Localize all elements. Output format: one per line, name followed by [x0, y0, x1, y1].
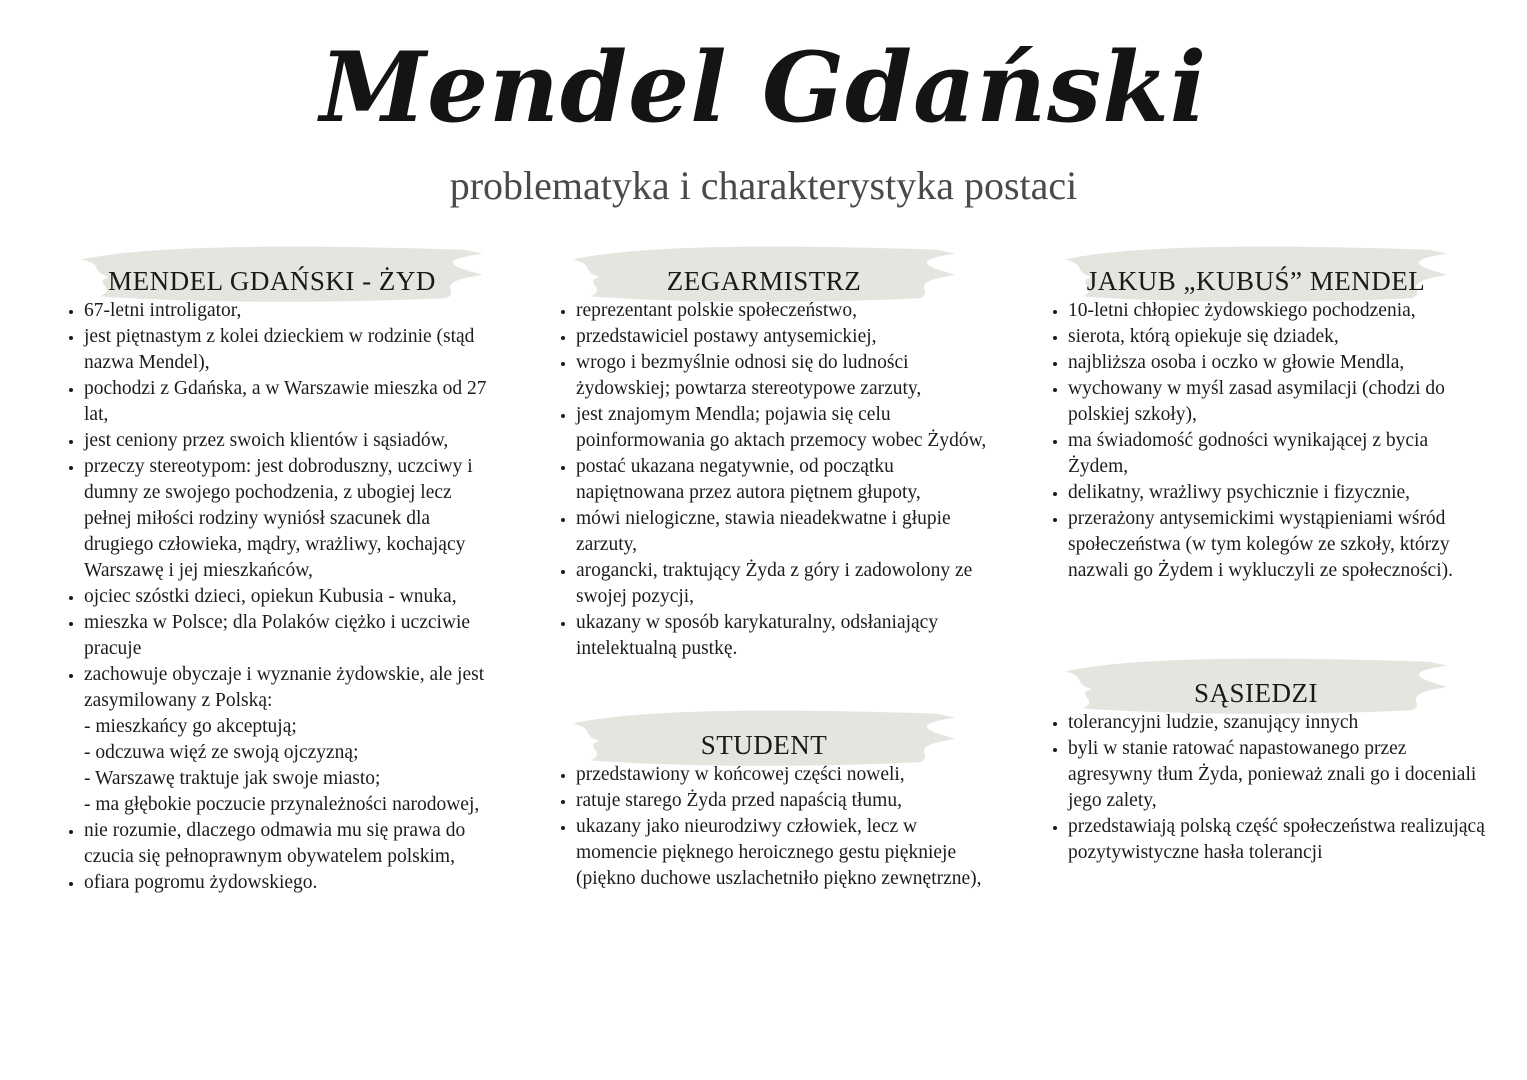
student-list	[544, 762, 994, 892]
zegarmistrz-list	[544, 298, 994, 662]
section-mendel	[52, 240, 502, 896]
jakub-list	[1036, 298, 1486, 584]
list-item: • najbliższa osoba i oczko w głowie Mendla,	[1068, 350, 1486, 376]
subline: - ma głębokie poczucie przynależności narodowej,	[84, 794, 480, 815]
section-jakub	[1036, 240, 1486, 584]
list-item: • arogancki, traktujący Żyda z góry i zadowolony ze swojej pozycji,	[576, 558, 994, 610]
list-item: • byli w stanie ratować napastowanego przez agresywny tłum Żyda, ponieważ znali go i doceniali jego zalety,	[1068, 736, 1486, 814]
list-item: • ukazany jako nieurodziwy człowiek, lecz w momencie pięknego heroicznego gestu pięknieje (piękno duchowe uszlachetniło piękno zewnętrzne),	[576, 814, 994, 892]
subline: - Warszawę traktuje jak swoje miasto;	[84, 768, 381, 789]
section-zegarmistrz	[544, 240, 994, 662]
subline: - mieszkańcy go akceptują;	[84, 716, 297, 737]
list-item: • ofiara pogromu żydowskiego.	[84, 870, 502, 896]
list-item: • tolerancyjni ludzie, szanujący innych	[1068, 710, 1486, 736]
list-item: • 10-letni chłopiec żydowskiego pochodzenia,	[1068, 298, 1486, 324]
list-item: • ratuje starego Żyda przed napaścią tłumu,	[576, 788, 994, 814]
list-item: • przedstawiciel postawy antysemickiej,	[576, 324, 994, 350]
list-item: • nie rozumie, dlaczego odmawia mu się prawa do czucia się pełnoprawnym obywatelem polskim,	[84, 818, 502, 870]
section-sasiedzi	[1036, 652, 1486, 866]
list-item: • przerażony antysemickimi wystąpieniami wśród społeczeństwa (w tym kolegów ze szkoły, którzy nazwali go Żydem i wykluczyli ze społeczności).	[1068, 506, 1486, 584]
list-item: • postać ukazana negatywnie, od początku napiętnowana przez autora piętnem głupoty,	[576, 454, 994, 506]
section-student	[544, 704, 994, 892]
page-subtitle: problematyka i charakterystyka postaci	[449, 163, 1078, 208]
list-item: • przeczy stereotypom: jest dobroduszny, uczciwy i dumny ze swojego pochodzenia, z ubogiej lecz pełnej miłości rodziny wyniósł szacunek dla drugiego człowieka, mądry, wrażliwy, kochający Warszawę i jej mieszkańców,	[84, 454, 502, 584]
list-item-text: zachowuje obyczaje i wyznanie żydowskie, ale jest zasymilowany z Polską:	[84, 664, 485, 711]
list-item: • 67-letni introligator,	[84, 298, 502, 324]
section-heading: ZEGARMISTRZ	[666, 266, 862, 296]
list-item: • wychowany w myśl zasad asymilacji (chodzi do polskiej szkoły),	[1068, 376, 1486, 428]
list-item: • jest znajomym Mendla; pojawia się celu poinformowania go aktach przemocy wobec Żydów,	[576, 402, 994, 454]
list-item: • przedstawiają polską część społeczeństwa realizującą pozytywistyczne hasła tolerancji	[1068, 814, 1486, 866]
list-item: • wrogo i bezmyślnie odnosi się do ludności żydowskiej; powtarza stereotypowe zarzuty,	[576, 350, 994, 402]
mendel-list	[52, 298, 502, 896]
sasiedzi-list	[1036, 710, 1486, 866]
section-heading: SĄSIEDZI	[1194, 678, 1318, 708]
list-item: • jest ceniony przez swoich klientów i sąsiadów,	[84, 428, 502, 454]
section-heading: MENDEL GDAŃSKI - ŻYD	[108, 266, 436, 296]
list-item: • ukazany w sposób karykaturalny, odsłaniający intelektualną pustkę.	[576, 610, 994, 662]
list-item: • przedstawiony w końcowej części noweli,	[576, 762, 994, 788]
list-item: • reprezentant polskie społeczeństwo,	[576, 298, 994, 324]
section-heading: JAKUB „KUBUŚ” MENDEL	[1086, 266, 1426, 296]
subline: - odczuwa więź ze swoją ojczyzną;	[84, 742, 359, 763]
list-item: • jest piętnastym z kolei dzieckiem w rodzinie (stąd nazwa Mendel),	[84, 324, 502, 376]
list-item: • mieszka w Polsce; dla Polaków ciężko i uczciwie pracuje	[84, 610, 502, 662]
page-title: Mendel Gdański	[319, 31, 1208, 144]
list-item: • mówi nielogiczne, stawia nieadekwatne i głupie zarzuty,	[576, 506, 994, 558]
list-item: • pochodzi z Gdańska, a w Warszawie mieszka od 27 lat,	[84, 376, 502, 428]
list-item: • ma świadomość godności wynikającej z bycia Żydem,	[1068, 428, 1486, 480]
list-item-with-sublines	[84, 662, 502, 818]
list-item: • sierota, którą opiekuje się dziadek,	[1068, 324, 1486, 350]
list-item: • delikatny, wrażliwy psychicznie i fizycznie,	[1068, 480, 1486, 506]
section-heading: STUDENT	[700, 730, 828, 760]
list-item: • ojciec szóstki dzieci, opiekun Kubusia - wnuka,	[84, 584, 502, 610]
